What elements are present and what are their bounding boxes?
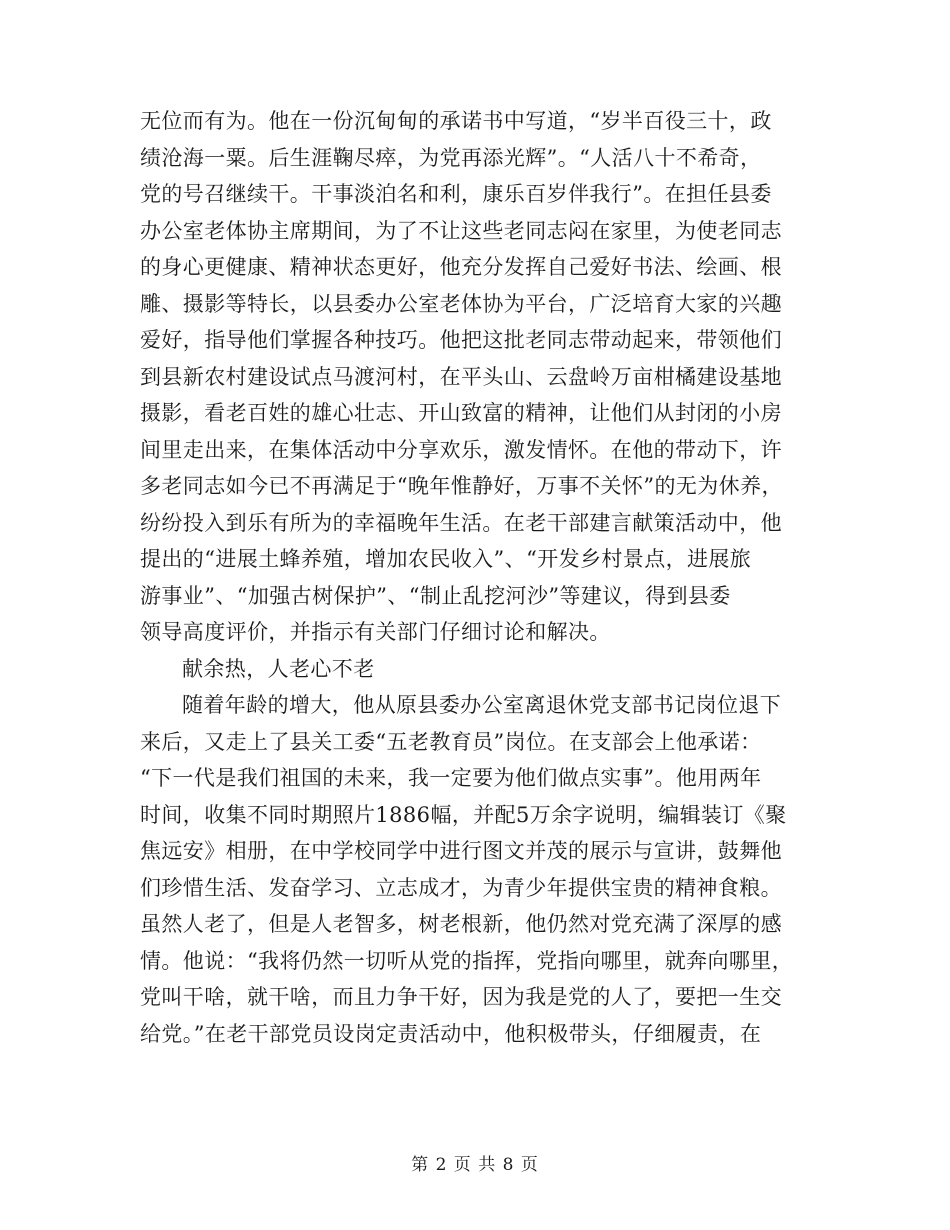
body-line: 来后，又走上了县关工委“五老教育员”岗位。在支部会上他承诺： [140,729,762,754]
body-line: 到县新农村建设试点马渡河村，在平头山、云盘岭万亩柑橘建设基地 [140,364,782,389]
body-line: 无位而有为。他在一份沉甸甸的承诺书中写道，“岁半百役三十，政 [140,109,772,133]
body-line: 绩沧海一粟。后生涯鞠尽瘁，为党再添光辉”。“人活八十不希奇， [140,145,762,170]
page-number-footer: 第 2 页 共 8 页 [411,1155,539,1175]
body-line: 纷纷投入到乐有所为的幸福晚年生活。在老干部建言献策活动中，他 [140,510,782,535]
body-line: 摄影，看老百姓的雄心壮志、开山致富的精神，让他们从封闭的小房 [140,401,782,425]
body-line: 爱好，指导他们掌握各种技巧。他把这批老同志带动起来，带领他们 [140,328,782,352]
body-line: 提出的“进展土蜂养殖，增加农民收入”、“开发乡村景点，进展旅 [140,547,752,571]
body-line: 领导高度评价，并指示有关部门仔细讨论和解决。 [140,620,611,644]
body-line: 多老同志如今已不再满足于“晚年惟静好，万事不关怀”的无为休养， [140,474,783,498]
body-line: 们珍惜生活、发奋学习、立志成才，为青少年提供宝贵的精神食粮。 [140,875,782,900]
body-line: 随着年龄的增大，他从原县委办公室离退休党支部书记岗位退下 [182,693,782,717]
body-line: 间里走出来，在集体活动中分享欢乐，激发情怀。在他的带动下，许 [140,437,782,462]
body-line: 焦远安》相册，在中学校同学中进行图文并茂的展示与宣讲，鼓舞他 [140,839,782,863]
body-line: 时间，收集不同时期照片1886幅，并配5万余字说明，编辑装订《聚 [140,802,787,827]
body-line: 雕、摄影等特长，以县委办公室老体协为平台，广泛培育大家的兴趣 [140,291,782,316]
body-line: 游事业”、“加强古树保护”、“制止乱挖河沙”等建议，得到县委 [140,583,731,608]
body-line: 情。他说：“我将仍然一切听从党的指挥，党指向哪里，就奔向哪里， [140,948,794,973]
document-body [140,103,800,1052]
body-line: 的身心更健康、精神状态更好，他充分发挥自己爱好书法、绘画、根 [140,255,782,279]
body-line: 虽然人老了，但是人老智多，树老根新，他仍然对党充满了深厚的感 [140,912,782,936]
body-line: 党的号召继续干。干事淡泊名和利，康乐百岁伴我行”。在担任县委 [140,182,772,206]
body-line: “下一代是我们祖国的未来，我一定要为他们做点实事”。他用两年 [140,766,762,790]
section-heading: 献余热，人老心不老 [182,656,375,681]
body-line: 党叫干啥，就干啥，而且力争干好，因为我是党的人了，要把一生交 [140,985,782,1009]
body-line: 办公室老体协主席期间，为了不让这些老同志闷在家里，为使老同志 [140,218,782,243]
body-line: 给党。”在老干部党员设岗定责活动中，他积极带头，仔细履责，在 [140,1021,762,1046]
